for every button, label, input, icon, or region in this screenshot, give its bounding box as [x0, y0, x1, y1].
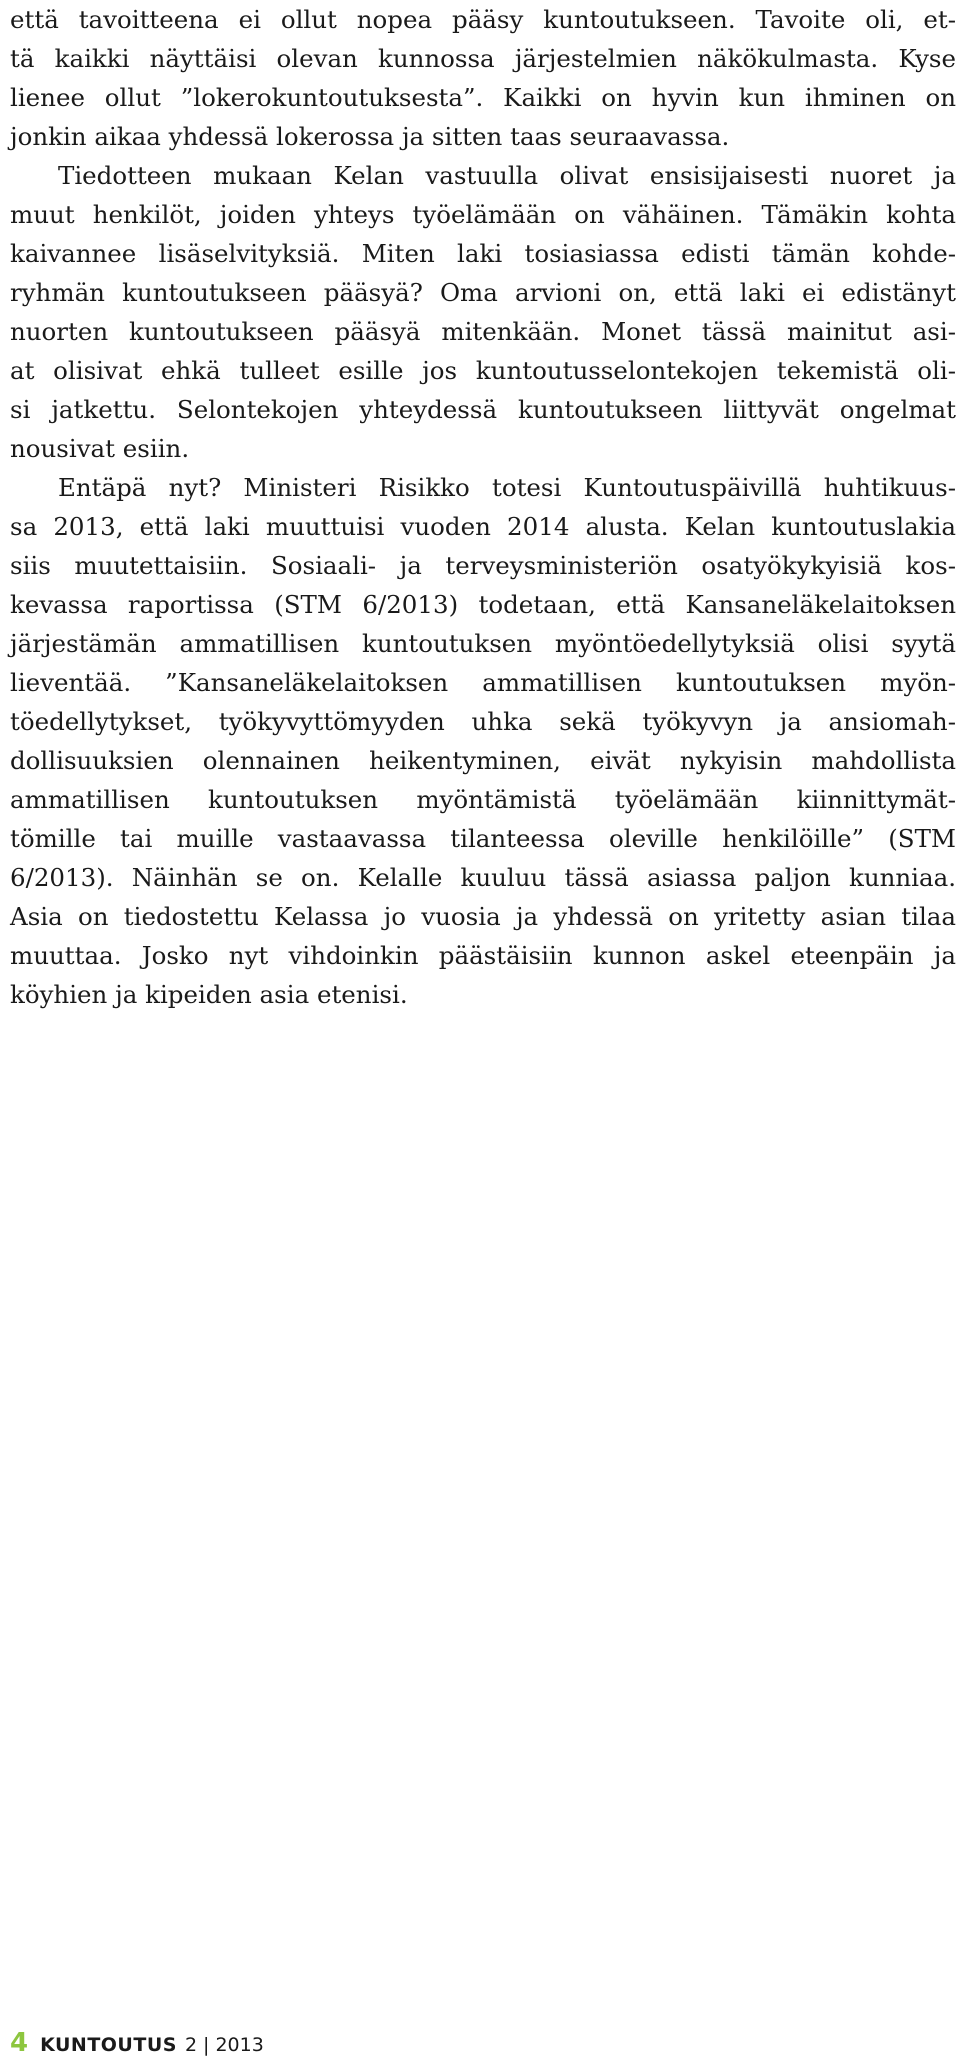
text-line: 6/2013). Näinhän se on. Kelalle kuuluu tässä asiassa paljon kunniaa. — [10, 863, 956, 892]
page-footer — [10, 2028, 264, 2058]
text-line: Asia on tiedostettu Kelassa jo vuosia ja yhdessä on yritetty asian tilaa — [10, 902, 956, 931]
text-line: at olisivat ehkä tulleet esille jos kuntoutusselontekojen tekemistä oli- — [10, 356, 956, 385]
text-line: nousivat esiin. — [10, 434, 190, 463]
text-line: kevassa raportissa (STM 6/2013) todetaan, että Kansaneläkelaitoksen — [10, 590, 956, 619]
text-line: järjestämän ammatillisen kuntoutuksen myöntöedellytyksiä olisi syytä — [10, 629, 956, 658]
text-line: ammatillisen kuntoutuksen myöntämistä työelämään kiinnittymät- — [10, 785, 956, 814]
text-line: tä kaikki näyttäisi olevan kunnossa järjestelmien näkökulmasta. Kyse — [10, 44, 956, 73]
text-line: lieventää. ”Kansaneläkelaitoksen ammatillisen kuntoutuksen myön- — [10, 668, 956, 697]
issue-year: 2013 — [215, 2034, 264, 2056]
text-line: siis muutettaisiin. Sosiaali- ja terveysministeriön osatyökykyisiä kos- — [10, 551, 956, 580]
journal-title: KUNTOUTUS — [40, 2034, 177, 2056]
text-line: kaivannee lisäselvityksiä. Miten laki tosiasiassa edisti tämän kohde- — [10, 239, 956, 268]
text-line: ryhmän kuntoutukseen pääsyä? Oma arvioni on, että laki ei edistänyt — [10, 278, 956, 307]
text-line: tömille tai muille vastaavassa tilanteessa oleville henkilöille” (STM — [10, 824, 956, 853]
text-line: lienee ollut ”lokerokuntoutuksesta”. Kaikki on hyvin kun ihminen on — [10, 83, 956, 112]
text-line: muuttaa. Josko nyt vihdoinkin päästäisiin kunnon askel eteenpäin ja — [10, 941, 956, 970]
text-line: jonkin aikaa yhdessä lokerossa ja sitten taas seuraavassa. — [10, 122, 730, 151]
text-line: si jatkettu. Selontekojen yhteydessä kuntoutukseen liittyvät ongelmat — [10, 395, 956, 424]
text-line: muut henkilöt, joiden yhteys työelämään on vähäinen. Tämäkin kohta — [10, 200, 956, 229]
text-line: Entäpä nyt? Ministeri Risikko totesi Kuntoutuspäivillä huhtikuus- — [58, 473, 956, 502]
text-line: nuorten kuntoutukseen pääsyä mitenkään. Monet tässä mainitut asi- — [10, 317, 956, 346]
footer-separator: | — [203, 2034, 210, 2056]
text-line: sa 2013, että laki muuttuisi vuoden 2014 alusta. Kelan kuntoutuslakia — [10, 512, 956, 541]
text-line: Tiedotteen mukaan Kelan vastuulla olivat ensisijaisesti nuoret ja — [58, 161, 956, 190]
text-line: köyhien ja kipeiden asia etenisi. — [10, 980, 408, 1009]
text-line: että tavoitteena ei ollut nopea pääsy kuntoutukseen. Tavoite oli, et- — [10, 5, 956, 34]
text-line: töedellytykset, työkyvyttömyyden uhka sekä työkyvyn ja ansiomah- — [10, 707, 956, 736]
article-body — [10, 0, 956, 1014]
page-number: 4 — [10, 2028, 29, 2058]
issue-number: 2 — [184, 2034, 198, 2056]
text-line: dollisuuksien olennainen heikentyminen, eivät nykyisin mahdollista — [10, 746, 956, 775]
